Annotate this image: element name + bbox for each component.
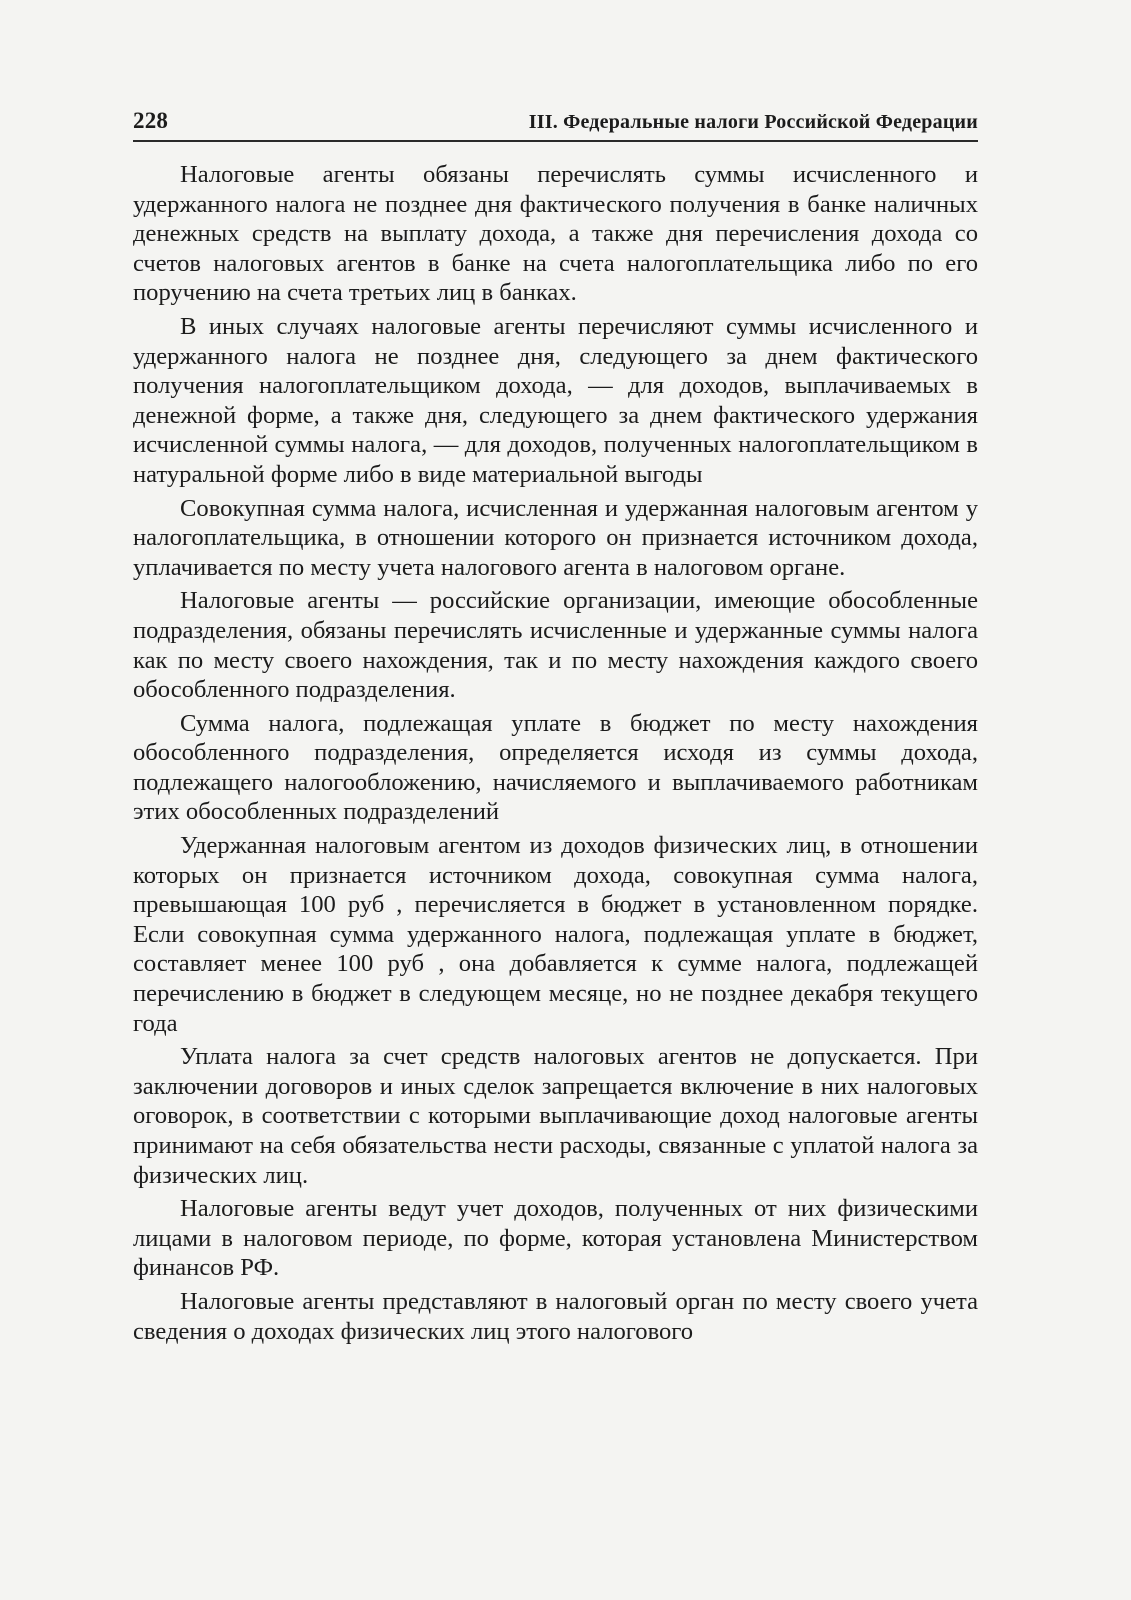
paragraph: Налоговые агенты — российские организации, имеющие обособленные подразделения, обязаны перечислять исчисленные и удержанные суммы налога как по месту своего нахождения, так и по месту нахождения каждого своего обособленного подразделения.	[133, 587, 978, 704]
page-number: 228	[133, 108, 169, 133]
book-page	[133, 108, 978, 1350]
paragraph: В иных случаях налоговые агенты перечисляют суммы исчисленного и удержанного налога не позднее дня, следующего за днем фактического получения налогоплательщиком дохода, — для доходов, выплачиваемых в денежной форме, а также дня, следующего за днем фактического удержания исчисленной суммы налога, — для доходов, полученных налогоплательщиком в натуральной форме либо в виде материальной выгоды	[133, 312, 978, 488]
paragraph: Удержанная налоговым агентом из доходов физических лиц, в отношении которых он признается источником дохода, совокупная сумма налога, превышающая 100 руб , перечисляется в бюджет в установленном порядке. Если совокупная сумма удержанного налога, подлежащая уплате в бюджет, составляет менее 100 руб , она добавляется к сумме налога, подлежащей перечислению в бюджет в следующем месяце, но не позднее декабря текущего года	[133, 832, 978, 1037]
paragraph: Совокупная сумма налога, исчисленная и удержанная налоговым агентом у налогоплательщика, в отношении которого он признается источником дохода, уплачивается по месту учета налогового агента в налоговом органе.	[133, 494, 978, 581]
body-text	[133, 160, 978, 1346]
paragraph: Уплата налога за счет средств налоговых агентов не допускается. При заключении договоров и иных сделок запрещается включение в них налоговых оговорок, в соответствии с которыми выплачивающие доход налоговые агенты принимают на себя обязательства нести расходы, связанные с уплатой налога за физических лиц.	[133, 1043, 978, 1189]
paragraph: Налоговые агенты представляют в налоговый орган по месту своего учета сведения о доходах физических лиц этого налогового	[133, 1287, 978, 1345]
paragraph: Налоговые агенты обязаны перечислять суммы исчисленного и удержанного налога не позднее дня фактического получения в банке наличных денежных средств на выплату дохода, а также дня перечисления дохода со счетов налоговых агентов в банке на счета налогоплательщика либо по его поручению на счета третьих лиц в банках.	[133, 161, 978, 307]
paragraph: Налоговые агенты ведут учет доходов, полученных от них физическими лицами в налоговом периоде, по форме, которая установлена Министерством финансов РФ.	[133, 1195, 978, 1282]
running-head	[133, 108, 978, 142]
paragraph: Сумма налога, подлежащая уплате в бюджет по месту нахождения обособленного подразделения, определяется исходя из суммы дохода, подлежащего налогообложению, начисляемого и выплачиваемого работникам этих обособленных подразделений	[133, 709, 978, 826]
section-title: III. Федеральные налоги Российской Федерации	[528, 111, 978, 133]
